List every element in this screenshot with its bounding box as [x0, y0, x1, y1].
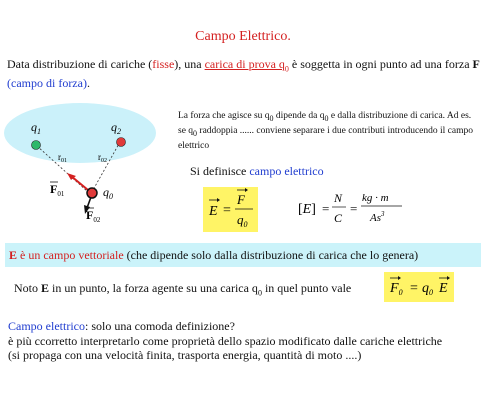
- svg-text:=: =: [322, 201, 330, 216]
- explanation-text: La forza che agisce su $q_0$ dipende da $q_0$ e dalla distribuzione di carica. Ad es. se $q_0$ raddoppia ...... conviene separare i due contributi introducendo il campo elettrico: [178, 111, 473, 151]
- unit-as3: As$^3$: [370, 210, 385, 224]
- unit-c: C: [334, 211, 343, 225]
- f-symbol: F: [237, 192, 245, 207]
- svg-text:=: =: [350, 201, 358, 216]
- svg-text:=: =: [410, 281, 418, 296]
- charge-q1: [32, 141, 41, 150]
- campo-elettrico-term: campo elettrico: [249, 164, 324, 178]
- charge-distribution-cloud: [4, 103, 156, 163]
- r02-label: $r_{02}$: [98, 152, 107, 164]
- definition-line: Si definisce campo elettrico: [190, 164, 324, 178]
- test-charge-q0: [87, 188, 97, 198]
- force-note: Noto E in un punto, la forza agente su una carica $q_0$ in quel punto vale: [14, 281, 352, 298]
- equals-sign: =: [223, 203, 231, 218]
- campo-forza-term: (campo di forza): [7, 76, 87, 91]
- r01-label: $r_{01}$: [58, 152, 67, 164]
- q0-label: $q_0$: [103, 185, 113, 201]
- charge-diagram: [0, 100, 175, 240]
- f02-label: $F_{02}$: [86, 208, 101, 224]
- unit-n: N: [334, 191, 343, 205]
- f01-label: $F_{01}$: [50, 182, 65, 198]
- intro-paragraph: Data distribuzione di cariche (fisse), una carica di prova $q_0$ è soggetta in ogni punto ad una forza F (campo di forza).: [7, 57, 480, 91]
- bottom-line-2: è più ccorretto interpretarlo come proprietà dello spazio modificato dalle cariche elettriche: [8, 333, 443, 348]
- page-title: Campo Elettrico.: [195, 29, 291, 44]
- q0-symbol: $q_0$: [422, 281, 433, 297]
- units-formula: [298, 188, 408, 228]
- carica-prova-link[interactable]: carica di prova $q_0$: [204, 57, 289, 74]
- bottom-paragraph: [8, 319, 483, 363]
- charge-q2: [117, 138, 126, 147]
- bottom-line-1: Campo elettrico: solo una comoda definizione?: [8, 319, 235, 333]
- vector-field-statement: E è un campo vettoriale (che dipende solo dalla distribuzione di carica che lo genera): [9, 248, 419, 262]
- e-definition-formula: [203, 187, 258, 232]
- f01-arrow: [71, 176, 88, 190]
- unit-kgm: kg · m: [362, 192, 389, 204]
- f0-formula: [384, 272, 454, 302]
- intro-text-3: è soggetta in ogni punto ad una forza: [288, 57, 473, 71]
- intro-text-2: ), una: [174, 57, 205, 71]
- intro-text: Data distribuzione di cariche (: [7, 57, 153, 71]
- unit-bracket-e: [E]: [298, 202, 316, 217]
- fisse-term: fisse: [152, 57, 175, 71]
- e-symbol: E: [209, 204, 218, 219]
- bottom-line-3: (si propaga con una velocità finita, trasporta energia, quantità di moto ....): [8, 348, 362, 362]
- e-symbol-2: E: [439, 281, 448, 296]
- q1-label: $q_1$: [31, 120, 41, 136]
- q2-label: $q_2$: [111, 120, 121, 136]
- q0-denominator: $q_0$: [237, 212, 248, 229]
- f0-symbol: $F_0$: [390, 281, 403, 297]
- force-symbol: F: [472, 57, 480, 71]
